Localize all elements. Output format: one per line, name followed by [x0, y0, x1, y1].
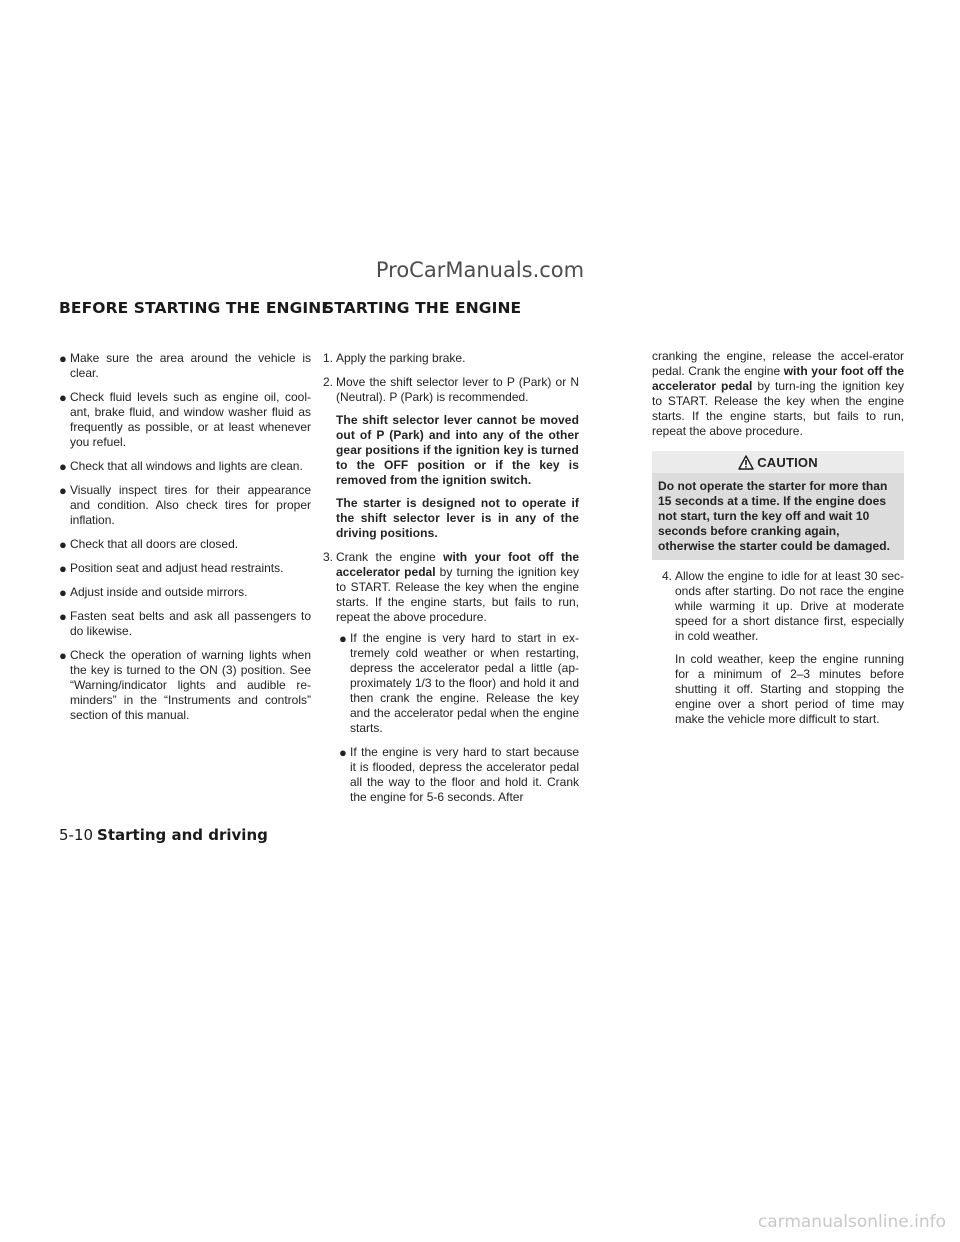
bullet-icon: ● [59, 609, 67, 624]
caution-header [652, 451, 904, 473]
list-item: ● Fasten seat belts and ask all passengers to do likewise. [59, 609, 311, 638]
starter-note: The starter is designed not to operate if the shift selector lever is in any of the driving positions. [336, 496, 579, 540]
flooded-engine-continued: cranking the engine, release the accel-erator pedal. Crank the engine with your foot off the accelerator pedal by turn-ing the ignition key to START. Release the key when the engine starts. If the engine starts, but fails to run, repeat the above procedure. [652, 349, 905, 438]
bullet-icon: ● [59, 351, 67, 366]
bullet-icon: ● [59, 648, 67, 663]
list-item: ● If the engine is very hard to start in ex-tremely cold weather or when restarting, depress the accelerator pedal a little (ap-proximately 1/3 to the floor) and hold it and then crank the engine. Release the key and the accelerator pedal when the engine starts. [339, 631, 579, 735]
bullet-icon: ● [59, 483, 67, 498]
page-footer [59, 826, 268, 844]
bullet-icon: ● [59, 537, 67, 552]
list-item: ● Position seat and adjust head restraints. [59, 561, 284, 576]
caution-text: Do not operate the starter for more than 15 seconds at a time. If the engine does not start, turn the key off and wait 10 seconds before cranking again, otherwise the starter could be damaged. [658, 479, 891, 553]
before-starting-list [59, 351, 311, 732]
caution-title: CAUTION [757, 454, 818, 470]
list-item: ● Visually inspect tires for their appearance and condition. Also check tires for proper inflation. [59, 483, 311, 527]
bullet-icon: ● [59, 561, 67, 576]
warning-icon [738, 455, 754, 470]
watermark-text: ProCarManuals.com [375, 258, 585, 282]
list-item: ● Check that all doors are closed. [59, 537, 239, 552]
step-1: 1. Apply the parking brake. [323, 351, 466, 365]
heading-before-starting: BEFORE STARTING THE ENGINE [59, 299, 333, 317]
list-item: ● Adjust inside and outside mirrors. [59, 585, 248, 600]
bullet-icon: ● [59, 459, 67, 474]
step-3: 3. Crank the engine with your foot off the accelerator pedal by turning the ignition key to START. Release the key when the engine starts. If the engine starts, but fails to run, repeat the above procedure. [323, 550, 579, 624]
starting-steps-column [323, 351, 579, 814]
list-item: ● Make sure the area around the vehicle is clear. [59, 351, 311, 380]
step-4: 4. Allow the engine to idle for at least 30 sec-onds after starting. Do not race the engine while warming it up. Drive at moderate speed for a short distance first, especially in cold weather. In cold weather, keep the engine running for a minimum of 2–3 minutes before shutting it off. Starting and stopping the engine over a short period of time may make the vehicle more difficult to start. [662, 569, 904, 726]
list-item: ● Check the operation of warning lights when the key is turned to the ON (3) position. See “Warning/indicator lights and audible re-minders” in the “Instruments and controls” section of this manual. [59, 648, 311, 722]
caution-box [652, 451, 904, 560]
bullet-icon: ● [59, 390, 67, 405]
step-2: 2. Move the shift selector lever to P (Park) or N (Neutral). P (Park) is recommended. The shift selector lever cannot be moved out of P (Park) and into any of the other gear positions if the ignition key is turned to the OFF position or if the key is removed from the ignition switch. The starter is designed not to operate if the shift selector lever is in any of the driving positions. [323, 375, 579, 540]
section-title: Starting and driving [97, 826, 268, 844]
bullet-icon: ● [339, 631, 347, 646]
list-item: ● If the engine is very hard to start because it is flooded, depress the accelerator pedal all the way to the floor and hold it. Crank the engine for 5-6 seconds. After [339, 745, 579, 804]
shift-lever-note: The shift selector lever cannot be moved out of P (Park) and into any of the other gear positions if the ignition key is turned to the OFF position or if the key is removed from the ignition switch. [336, 413, 579, 487]
bullet-icon: ● [59, 585, 67, 600]
list-item: ● Check fluid levels such as engine oil, cool-ant, brake fluid, and window washer fluid as frequently as possible, or at least whenever you refuel. [59, 390, 311, 449]
bullet-icon: ● [339, 745, 347, 760]
bottom-watermark: carmanualsonline.info [757, 1212, 946, 1232]
heading-starting: STARTING THE ENGINE [323, 299, 522, 317]
page-number: 5-10 [59, 826, 94, 844]
starting-steps-continued [652, 349, 904, 735]
list-item: ● Check that all windows and lights are clean. [59, 459, 303, 474]
